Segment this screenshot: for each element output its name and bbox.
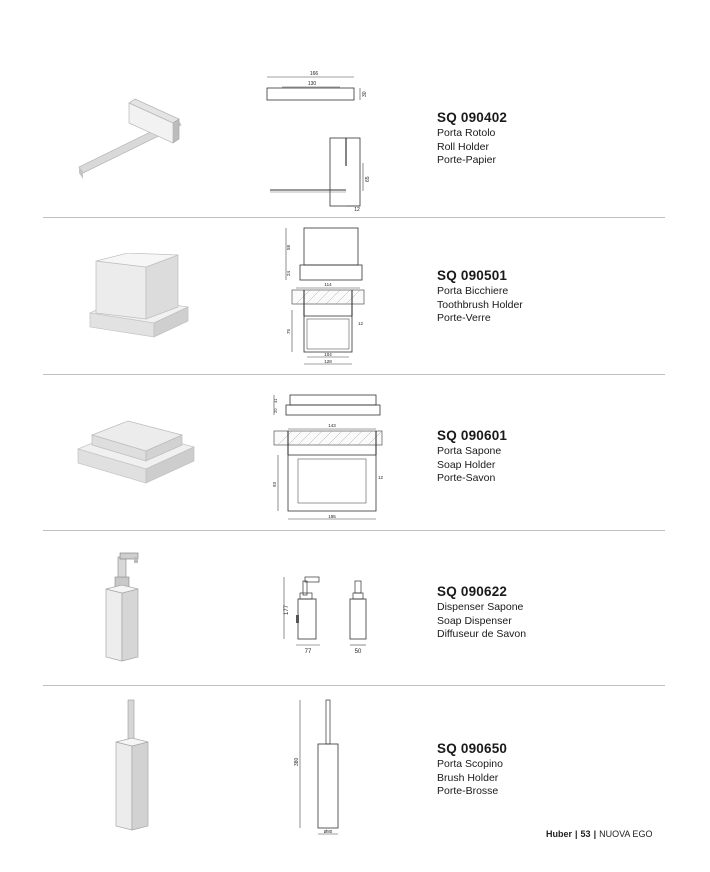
footer-collection: NUOVA EGO [599,829,653,839]
soap-height-2-dim: 20 [273,408,278,413]
soap-dispenser-drawing [278,571,378,655]
product-row-soap-holder [0,375,710,530]
product-name-fr: Porte-Savon [437,472,496,484]
roll-width-inner-dim: 130 [307,81,317,87]
side-dim: 12 [358,321,364,326]
product-name-en: Roll Holder [437,140,489,153]
product-name-fr: Diffuseur de Savon [437,628,527,640]
product-name-it: Dispenser Sapone [437,601,524,613]
product-name-fr: Porte-Brosse [437,785,499,797]
dispenser-width-dim: 50 [354,649,362,655]
footer-brand: Huber [546,829,573,839]
soap-holder-photo [74,417,198,493]
roll-holder-drawing [262,68,374,213]
soap-height-1-dim: 41 [273,398,278,403]
roll-width-total-dim: 166 [309,71,319,77]
product-name-en: Toothbrush Holder [437,298,523,311]
brush-holder-drawing [284,696,364,836]
product-info-toothbrush-holder [437,268,523,326]
brush-holder-photo [108,698,156,832]
product-row-brush-holder [0,686,710,836]
toothbrush-holder-photo [84,253,194,359]
page-number: 53 [580,829,591,839]
soap-dispenser-photo [98,549,144,665]
soap-holder-drawing [266,387,386,523]
brush-width-dim: Ø80 [323,829,333,834]
product-info-soap-dispenser [437,584,526,642]
product-code: SQ 090622 [437,584,508,599]
product-name-it: Porta Rotolo [437,127,496,139]
inner-width-dim: 104 [324,352,332,357]
holder-height-dim: 75 [286,328,291,334]
product-row-roll-holder [0,60,710,217]
product-row-toothbrush-holder [0,218,710,374]
product-name-en: Soap Dispenser [437,614,512,627]
roll-height-dim: 30 [362,91,368,97]
product-info-brush-holder [437,741,507,799]
soap-side-dim: 12 [378,475,384,480]
product-name-it: Porta Bicchiere [437,285,509,297]
product-code: SQ 090501 [437,268,508,283]
product-name-fr: Porte-Papier [437,154,496,166]
product-code: SQ 090650 [437,741,508,756]
top-width-dim: 114 [324,282,332,287]
product-info-roll-holder [437,110,507,168]
outer-width-dim: 128 [324,359,332,364]
product-row-soap-dispenser [0,531,710,685]
page-footer [546,829,652,839]
roll-projection-dim: 65 [365,176,371,182]
footer-separator: | [593,829,597,839]
product-name-en: Brush Holder [437,771,499,784]
base-height-dim: 24 [286,270,291,276]
product-code: SQ 090402 [437,110,508,125]
roll-holder-photo [75,95,195,185]
product-info-soap-holder [437,428,507,486]
product-code: SQ 090601 [437,428,508,443]
product-name-it: Porta Sapone [437,445,502,457]
footer-separator: | [575,829,578,839]
product-name-fr: Porte-Verre [437,312,491,324]
soap-outer-width-dim: 195 [328,514,336,519]
roll-depth-dim: 12 [354,207,360,213]
glass-height-dim: 58 [286,244,291,250]
soap-height-dim: 93 [272,481,277,487]
product-name-it: Porta Scopino [437,758,503,770]
brush-height-dim: 380 [294,757,300,766]
product-name-en: Soap Holder [437,458,496,471]
dispenser-depth-dim: 77 [304,649,312,655]
soap-top-width-dim: 143 [328,423,336,428]
dispenser-height-dim: 177 [284,604,290,615]
toothbrush-holder-drawing [282,226,372,370]
